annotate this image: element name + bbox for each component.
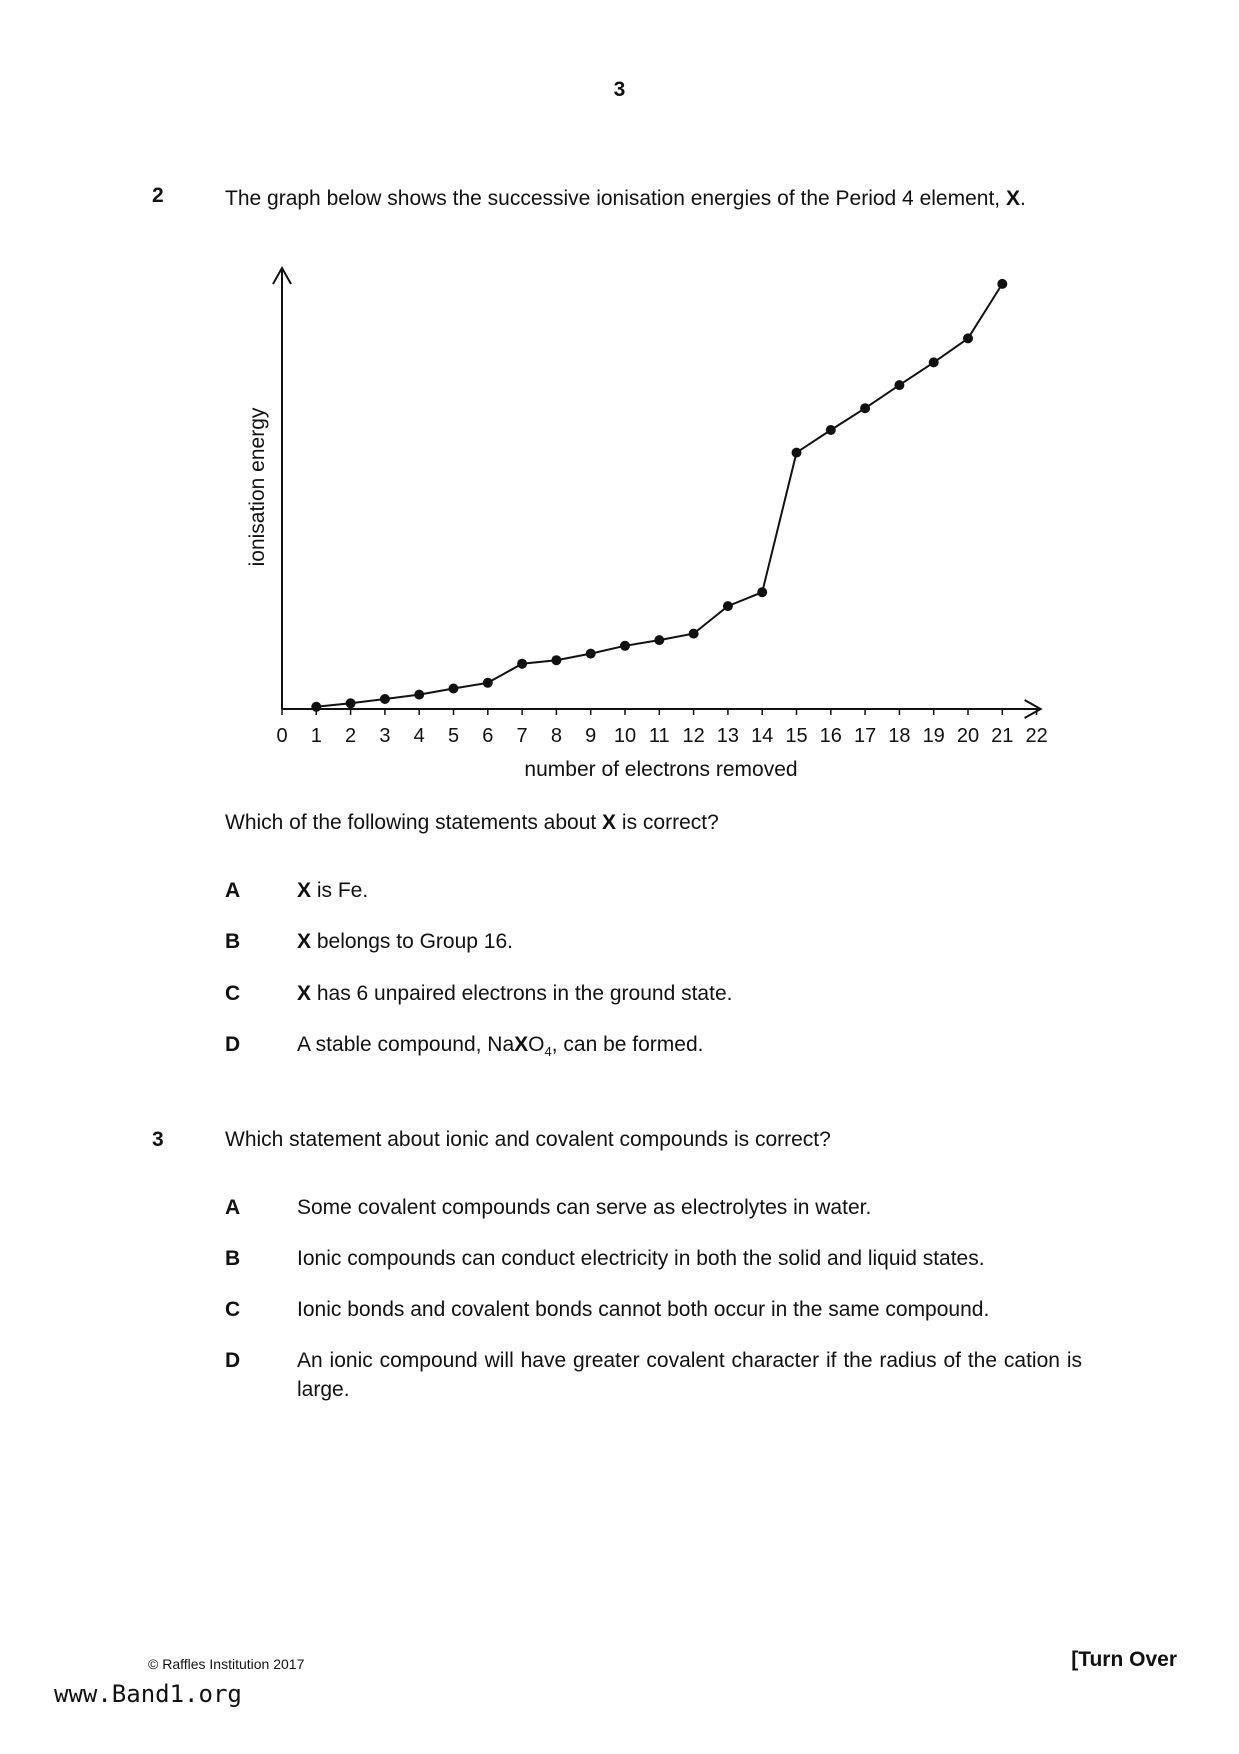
- q3-option-a-letter: A: [225, 1196, 241, 1219]
- q3-option-d-letter: D: [225, 1349, 241, 1372]
- data-point: [963, 333, 973, 343]
- q2-option-d-text: A stable compound, NaXO$_4$, can be formed.: [297, 1033, 704, 1060]
- data-point: [380, 694, 390, 704]
- data-point: [860, 403, 870, 413]
- data-point: [586, 649, 596, 659]
- data-point: [894, 380, 904, 390]
- q2-option-b-letter: B: [225, 930, 241, 953]
- watermark: www.Band1.org: [54, 1680, 242, 1708]
- question-2-question: Which of the following statements about X is correct?: [225, 811, 719, 834]
- x-tick-label: 10: [613, 725, 637, 747]
- q2-option-d-letter: D: [225, 1033, 241, 1056]
- x-tick-label: 2: [345, 725, 357, 747]
- x-tick-label: 14: [751, 725, 774, 747]
- data-point: [311, 702, 321, 712]
- q3-option-c-text: Ionic bonds and covalent bonds cannot both occur in the same compound.: [297, 1298, 990, 1321]
- x-tick-label: 9: [585, 725, 597, 747]
- q2-option-a-letter: A: [225, 879, 241, 902]
- chart-x-ticks: [276, 709, 1047, 747]
- x-tick-label: 0: [276, 725, 288, 747]
- data-point: [620, 641, 630, 651]
- data-point: [689, 629, 699, 639]
- chart-x-axis-label: number of electrons removed: [524, 758, 798, 781]
- x-tick-label: 6: [482, 725, 494, 747]
- x-tick-label: 21: [991, 725, 1014, 747]
- x-tick-label: 17: [853, 725, 877, 747]
- x-tick-label: 13: [716, 725, 740, 747]
- question-2-number: 2: [152, 184, 164, 207]
- x-tick-label: 7: [516, 725, 528, 747]
- x-tick-label: 5: [447, 725, 460, 747]
- x-tick-label: 3: [379, 725, 391, 747]
- data-point: [346, 698, 356, 708]
- ionisation-energy-chart: [0, 0, 1239, 800]
- x-tick-label: 22: [1025, 725, 1048, 747]
- q3-option-d-text: An ionic compound will have greater covalent character if the radius of the cation is large.: [297, 1349, 1082, 1401]
- chart-series: [311, 279, 1007, 712]
- x-tick-label: 12: [682, 725, 705, 747]
- x-tick-label: 15: [785, 725, 808, 747]
- x-tick-label: 16: [819, 725, 842, 747]
- q3-option-b-text: Ionic compounds can conduct electricity in both the solid and liquid states.: [297, 1247, 985, 1270]
- question-2-stem: The graph below shows the successive ionisation energies of the Period 4 element, X.: [225, 187, 1026, 210]
- x-tick-label: 1: [310, 725, 322, 747]
- x-tick-label: 18: [888, 725, 911, 747]
- x-tick-label: 20: [956, 725, 980, 747]
- data-point: [414, 690, 424, 700]
- question-3-number: 3: [152, 1128, 164, 1151]
- q3-option-c-letter: C: [225, 1298, 241, 1321]
- x-tick-label: 4: [413, 725, 425, 747]
- data-point: [654, 635, 664, 645]
- data-point: [826, 425, 836, 435]
- question-3-stem: Which statement about ionic and covalent compounds is correct?: [225, 1128, 831, 1151]
- data-point: [551, 655, 561, 665]
- q3-option-b-letter: B: [225, 1247, 241, 1270]
- x-tick-label: 19: [922, 725, 945, 747]
- chart-y-axis-label: ionisation energy: [246, 407, 269, 567]
- data-point: [723, 601, 733, 611]
- data-point: [929, 357, 939, 367]
- q3-option-a-text: Some covalent compounds can serve as electrolytes in water.: [297, 1196, 872, 1219]
- data-point: [997, 279, 1007, 289]
- q2-option-c-text: X has 6 unpaired electrons in the ground state.: [297, 982, 733, 1005]
- q2-option-c-letter: C: [225, 982, 241, 1005]
- data-point: [757, 587, 767, 597]
- x-tick-label: 8: [550, 725, 562, 747]
- element-symbol: X: [1005, 187, 1020, 210]
- data-point: [517, 659, 527, 669]
- turn-over-label: [Turn Over: [1071, 1648, 1177, 1671]
- q2-option-a-text: X is Fe.: [297, 879, 369, 902]
- data-point: [483, 678, 493, 688]
- data-point: [792, 448, 802, 458]
- page-number: 3: [613, 78, 626, 101]
- footer-copyright: © Raffles Institution 2017: [148, 1656, 305, 1672]
- data-point: [449, 684, 459, 694]
- x-tick-label: 11: [648, 725, 670, 747]
- chart-axes: [273, 268, 1041, 718]
- q2-option-b-text: X belongs to Group 16.: [297, 930, 513, 953]
